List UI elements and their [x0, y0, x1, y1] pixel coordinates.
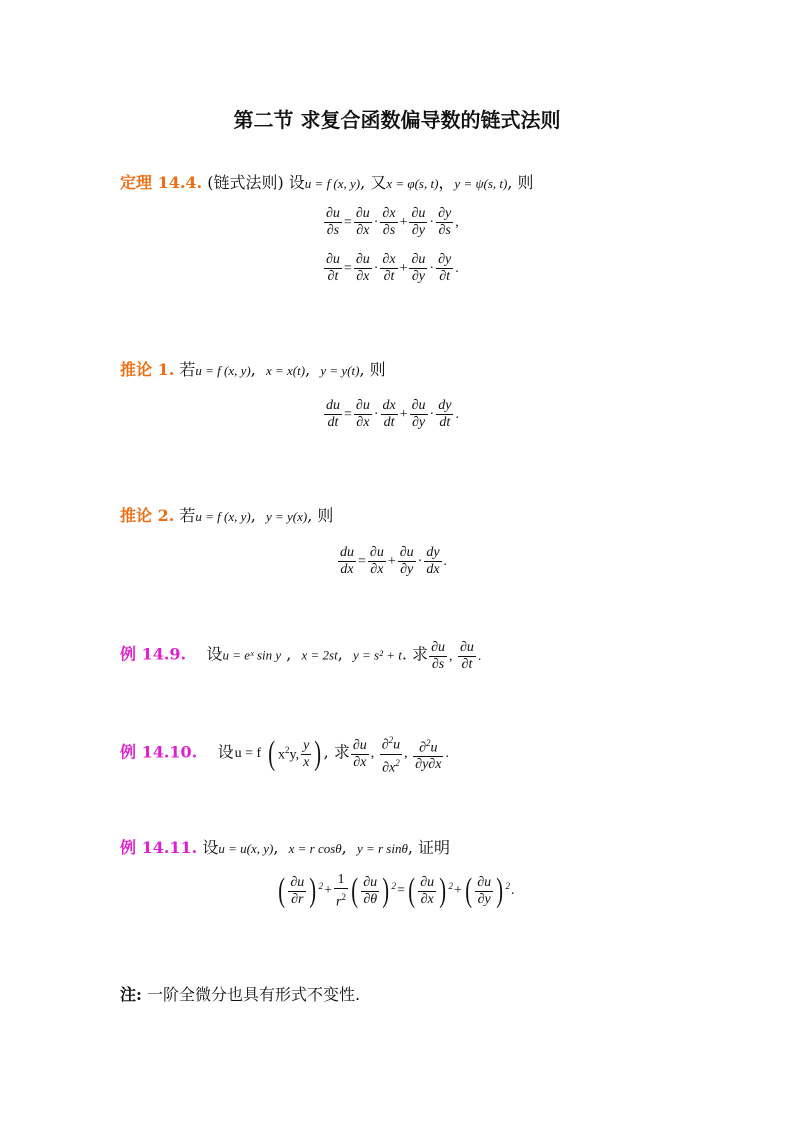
corollary-2-text-1: 若 — [174, 506, 196, 525]
example-9-cond-2: x = 2st — [301, 647, 338, 663]
corollary-1-sep-2: , — [305, 360, 311, 379]
example-11-sep-2: , — [341, 838, 347, 857]
theorem-cond-2: x = φ(s, t) — [386, 176, 439, 191]
theorem-line — [120, 170, 534, 193]
example-9-sep-2: , — [337, 644, 343, 664]
theorem-text-2: , 又 — [360, 173, 387, 192]
example-11-cond-1: u = u(x, y) — [218, 841, 274, 856]
corollary-1-line — [120, 357, 386, 380]
corollary-1-cond-2: x = x(t) — [265, 363, 306, 378]
total-derivative-formula-t: $\frac{du}{dt}$ = $\frac{\partial u}{\partial x}$ · $\frac{dx}{dt}$ + $\frac{\partial u}{\partial y}$ · $\frac{dy}{dt}$ . — [326, 398, 459, 430]
chain-rule-formula-t: $\frac{\partial u}{\partial t}$ = $\frac{\partial u}{\partial x}$ · $\frac{\partial x}{\partial t}$ + $\frac{\partial u}{\partial y}$ · $\frac{\partial y}{\partial t}$ . — [326, 252, 459, 284]
example-9-line — [120, 640, 482, 673]
example-11-text-2: , 证明 — [407, 838, 451, 857]
example-9-text-2: . 求 — [401, 644, 429, 664]
note-line — [120, 982, 360, 1005]
theorem-cond-1: u = f (x, y) — [304, 176, 361, 191]
corollary-2-sep-1: , — [250, 506, 256, 525]
theorem-text-3: ， — [438, 173, 455, 192]
example-10-targets: $\frac{\partial u}{\partial x}$ , $\frac{\partial^2u}{\partial x^2}$ , $\frac{\partial^2u}{\partial y\partial x}$ . — [350, 746, 450, 761]
theorem-label: 定理 14.4. — [120, 173, 203, 192]
corollary-1-cond-3: y = y(t) — [320, 363, 360, 378]
example-10-text-1: 设 — [217, 742, 234, 762]
example-11-text-1: 设 — [197, 838, 219, 857]
theorem-text-1: (链式法则) 设 — [202, 173, 305, 192]
corollary-2-label: 推论 2. — [120, 506, 175, 525]
corollary-2-text-2: , 则 — [307, 506, 334, 525]
example-9-targets: $\frac{\partial u}{\partial s}$ , $\frac{\partial u}{\partial t}$ . — [431, 640, 482, 672]
corollary-1-cond-1: u = f (x, y) — [195, 363, 251, 378]
corollary-1-sep-1: , — [250, 360, 256, 379]
example-11-line — [120, 835, 450, 858]
example-10-label: 例 14.10. — [120, 742, 198, 762]
corollary-2-cond-1: u = f (x, y) — [195, 509, 251, 524]
corollary-1-text-2: , 则 — [359, 360, 386, 379]
example-10-text-2: , 求 — [323, 742, 350, 762]
example-9-sep-1: , — [286, 644, 292, 664]
example-9-label: 例 14.9. — [120, 644, 187, 664]
page-title: 第二节 求复合函数偏导数的链式法则 — [233, 108, 561, 132]
note-label: 注: — [120, 985, 142, 1004]
example-10-line — [120, 732, 450, 776]
example-9-text-1: 设 — [206, 644, 223, 664]
polar-identity-formula: ( $\frac{\partial u}{\partial r}$ ) $^2$+ $\frac{1}{r^2}$ ( $\frac{\partial u}{\partial\theta}$ ) $^2$=( $\frac{\partial u}{\partial x}$ ) $^2$+( $\frac{\partial u}{\partial y}$ ) $^2$. — [278, 872, 515, 910]
example-9-cond-1: u = eˣ sin y — [222, 647, 282, 663]
example-10-function: u = f ( $x^2y$, $\frac{y}{x}$ ) — [234, 735, 322, 773]
theorem-cond-3: y = ψ(s, t) — [454, 176, 508, 191]
theorem-text-4: , 则 — [507, 173, 534, 192]
example-11-cond-3: y = r sinθ — [356, 841, 408, 856]
corollary-2-cond-2: y = y(x) — [265, 509, 308, 524]
corollary-1-text-1: 若 — [174, 360, 196, 379]
example-11-label: 例 14.11. — [120, 838, 198, 857]
corollary-1-label: 推论 1. — [120, 360, 175, 379]
chain-rule-formula-s: $\frac{\partial u}{\partial s}$ = $\frac{\partial u}{\partial x}$ · $\frac{\partial x}{\partial s}$ + $\frac{\partial u}{\partial y}$ · $\frac{\partial y}{\partial s}$ , — [326, 206, 459, 238]
example-11-cond-2: x = r cosθ — [288, 841, 342, 856]
corollary-2-line — [120, 503, 333, 526]
example-11-sep-1: , — [273, 838, 279, 857]
example-9-cond-3: y = s² + t — [352, 647, 402, 663]
note-text: 一阶全微分也具有形式不变性. — [141, 985, 361, 1004]
total-derivative-formula-x: $\frac{du}{dx}$ = $\frac{\partial u}{\partial x}$ + $\frac{\partial u}{\partial y}$ · $\frac{dy}{dx}$ . — [340, 545, 448, 577]
